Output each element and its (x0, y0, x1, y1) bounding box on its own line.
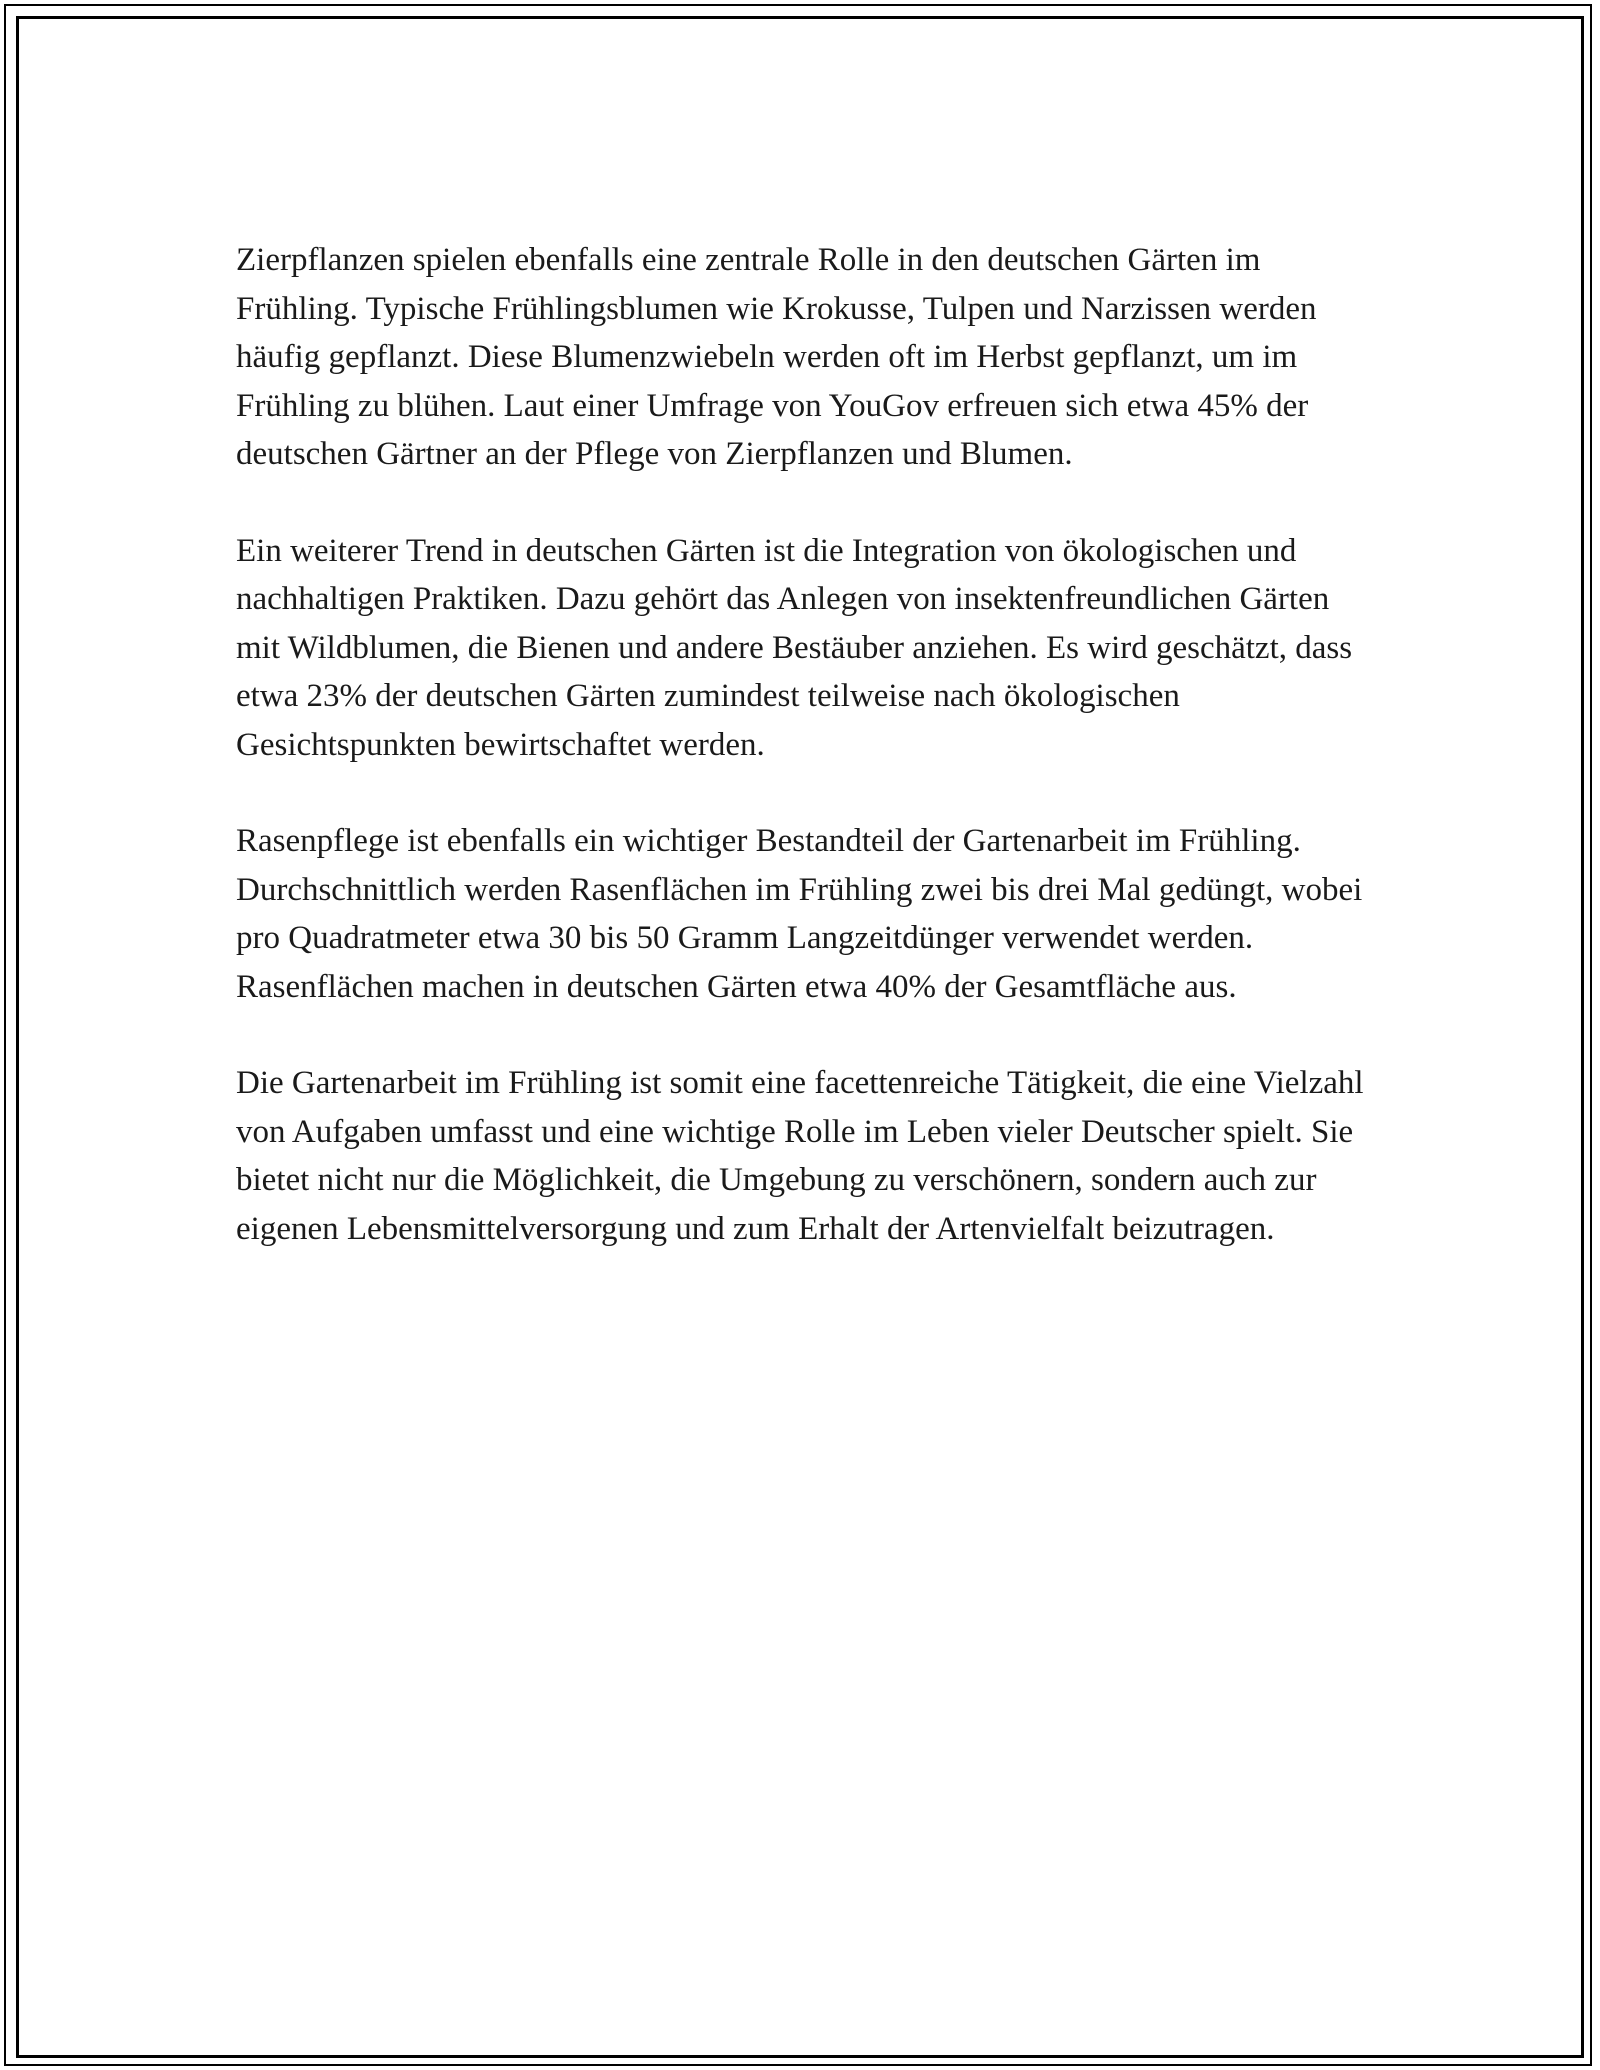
document-body (236, 236, 1376, 1301)
paragraph-rasenpflege: Rasenpflege ist ebenfalls ein wichtiger Bestandteil der Gartenarbeit im Frühling. Durchschnittlich werden Rasenflächen im Frühling zwei bis drei Mal gedüngt, wobei pro Quadratmeter etwa 30 bis 50 Gramm Langzeitdünger verwendet werden. Rasenflächen machen in deutschen Gärten etwa 40% der Gesamtfläche aus. (236, 823, 1363, 1005)
paragraph-zierpflanzen: Zierpflanzen spielen ebenfalls eine zentrale Rolle in den deutschen Gärten im Frühling. Typische Frühlingsblumen wie Krokusse, Tulpen und Narzissen werden häufig gepflanzt. Diese Blumenzwiebeln werden oft im Herbst gepflanzt, um im Frühling zu blühen. Laut einer Umfrage von YouGov erfreuen sich etwa 45% der deutschen Gärtner an der Pflege von Zierpflanzen und Blumen. (236, 242, 1317, 472)
paragraph-fazit: Die Gartenarbeit im Frühling ist somit eine facettenreiche Tätigkeit, die eine Vielzahl von Aufgaben umfasst und eine wichtige Rolle im Leben vieler Deutscher spielt. Sie bietet nicht nur die Möglichkeit, die Umgebung zu verschönern, sondern auch zur eigenen Lebensmittelversorgung und zum Erhalt der Artenvielfalt beizutragen. (236, 1065, 1364, 1247)
paragraph-oekologie: Ein weiterer Trend in deutschen Gärten ist die Integration von ökologischen und nachhaltigen Praktiken. Dazu gehört das Anlegen von insektenfreundlichen Gärten mit Wildblumen, die Bienen und andere Bestäuber anziehen. Es wird geschätzt, dass etwa 23% der deutschen Gärten zumindest teilweise nach ökologischen Gesichtspunkten bewirtschaftet werden. (236, 532, 1353, 763)
